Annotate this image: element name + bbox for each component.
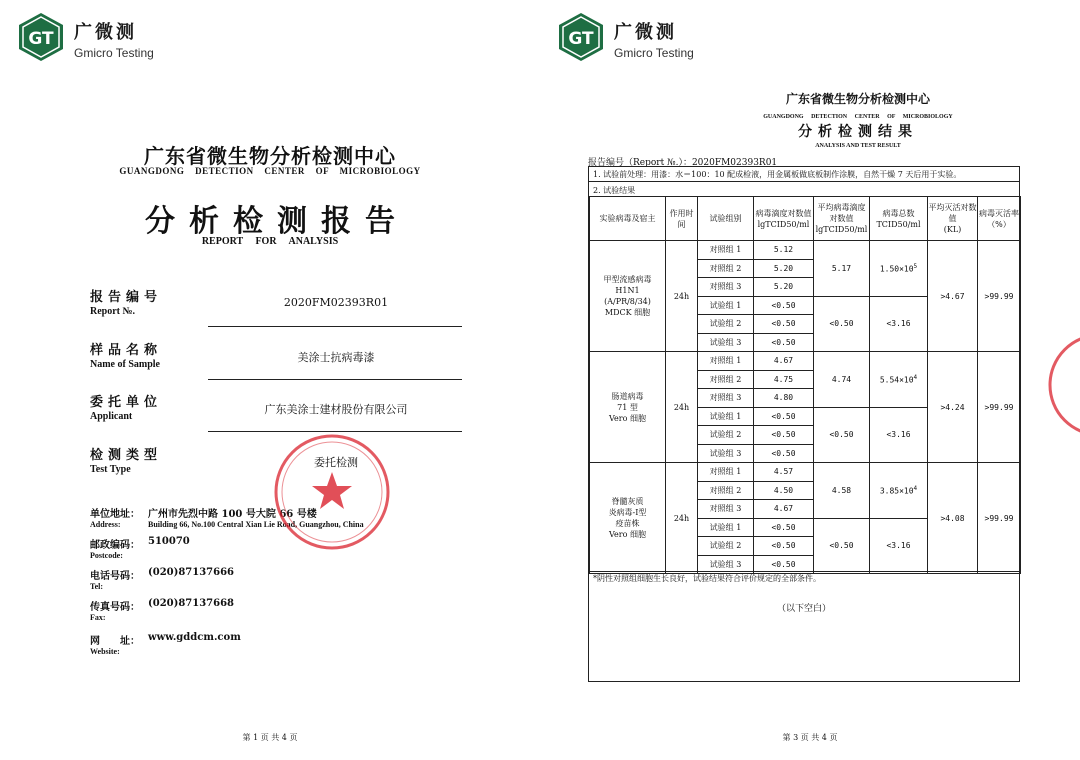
table-row [590,463,1021,482]
time-cell: 24h [666,241,698,352]
group-cell: 试验组 1 [698,518,754,537]
divider [589,571,1019,572]
header-rate-unit: （%） [987,219,1011,229]
titer-cell: <0.50 [754,333,814,352]
results-table [589,196,1021,574]
field-test-type [90,444,462,492]
virus-cell [590,463,666,574]
titer-cell: 5.20 [754,259,814,278]
virus-cell [590,241,666,352]
virus-line: 脊髓灰质 [611,497,644,506]
field-applicant [90,391,462,439]
postcode-label: 邮政编码： [90,540,140,551]
avg-test-cell: <0.50 [814,407,870,463]
virus-line: 甲型流感病毒 [603,275,652,284]
total-control-exponent: 4 [913,374,918,382]
page-number: 第 3 页 共 4 页 [782,733,838,742]
group-cell: 对照组 1 [698,241,754,260]
total-control-cell [870,463,928,519]
header-total [870,197,928,241]
gt-hexagon-logo-icon [556,12,606,62]
table-row [590,241,1021,260]
report-number: 报告编号（Report №.）：2020FM02393R01 [588,158,778,168]
total-control-base: 3.85×10 [879,487,914,497]
header-total-unit: TCID50/ml [876,219,921,229]
header-virus: 实验病毒及宿主 [590,197,666,241]
virus-line: 炎病毒-Ⅰ型 [608,508,647,517]
avg-test-cell: <0.50 [814,518,870,574]
field-value: 2020FM02393R01 [283,296,389,309]
brand-name-cn: 广微测 [74,22,137,43]
kl-cell: >4.67 [928,241,978,352]
total-control-base: 5.54×10 [879,376,914,386]
divider [589,181,1019,182]
brand-name-en: Gmicro Testing [74,46,154,60]
group-cell: 试验组 3 [698,555,754,574]
field-value: 美涂士抗病毒漆 [297,351,375,364]
time-cell: 24h [666,352,698,463]
group-cell: 试验组 2 [698,537,754,556]
virus-line: MDCK 细胞 [604,308,651,317]
group-cell: 试验组 1 [698,407,754,426]
field-label-en: Report №. [90,306,136,317]
total-control-exponent: 5 [913,263,918,271]
titer-cell: 4.80 [754,389,814,408]
underline [208,326,462,327]
virus-line: 肠道病毒 [611,391,644,401]
brand-name-en: Gmicro Testing [614,46,694,60]
underline [208,379,462,380]
group-cell: 对照组 1 [698,463,754,482]
field-label-cn: 委托单位 [90,395,163,410]
header-titer [754,197,814,241]
time-cell: 24h [666,463,698,574]
titer-cell: 4.67 [754,500,814,519]
report-title-cn: 分析检测报告 [145,204,409,239]
company-logo [556,12,696,70]
titer-cell: <0.50 [754,407,814,426]
field-sample-name [90,339,462,387]
header-titer-label: 病毒滴度对数值 [755,208,812,218]
group-cell: 试验组 3 [698,444,754,463]
virus-line: Vero 细胞 [609,530,646,539]
website-label: 网 址： [90,636,140,647]
total-control-base: 1.50×10 [879,265,914,275]
header-group: 试验组别 [698,197,754,241]
tel-label-en: Tel: [90,582,104,591]
avg-control-cell: 4.58 [814,463,870,519]
total-test-cell: <3.16 [870,296,928,352]
header-avg [814,197,870,241]
footnote: *阴性对照组细胞生长良好，试验结果符合评价规定的全部条件。 [593,574,821,583]
results-page [540,0,1080,760]
fax-label: 传真号码： [90,602,140,613]
field-label-cn: 报告编号 [90,290,163,305]
header-time: 作用时间 [666,197,698,241]
titer-cell: 5.20 [754,278,814,297]
result-title-en: ANALYSIS AND TEST RESULT [815,143,901,149]
group-cell: 试验组 1 [698,296,754,315]
tel-value: (020)87137666 [148,567,235,578]
virus-line: (A/PR/8/34) [604,297,651,306]
total-control-cell [870,352,928,408]
pretreatment-text: 1. 试验前处理：用漆：水＝100：10 配成检液，用金属板做底板制作涂膜，自然干燥 7 天后用于实验。 [593,170,962,179]
virus-cell [590,352,666,463]
header-avg-label: 平均病毒滴度对数值 [817,203,866,223]
field-value: 委托检测 [314,456,358,469]
titer-cell: <0.50 [754,315,814,334]
center-title-cn: 广东省微生物分析检测中心 [144,144,396,168]
blank-below-marker: （以下空白） [776,604,831,614]
company-logo [16,12,156,70]
kl-cell: >4.24 [928,352,978,463]
field-report-number [90,286,462,334]
group-cell: 对照组 1 [698,352,754,371]
virus-line: 71 型 [617,402,638,412]
total-test-cell: <3.16 [870,518,928,574]
group-cell: 试验组 2 [698,426,754,445]
kl-cell: >4.08 [928,463,978,574]
total-control-cell [870,241,928,297]
svg-text:GT: GT [568,29,594,49]
titer-cell: <0.50 [754,537,814,556]
group-cell: 对照组 2 [698,481,754,500]
page-number: 第 1 页 共 4 页 [242,733,298,742]
brand-name-cn: 广微测 [614,22,677,43]
field-label-cn: 样品名称 [90,343,163,358]
titer-cell: 4.57 [754,463,814,482]
center-title-en: GUANGDONG DETECTION CENTER OF MICROBIOLOGY [763,114,953,120]
tel-label: 电话号码： [90,571,140,582]
field-label-en: Applicant [90,411,133,422]
virus-line: 疫苗株 [615,519,640,528]
field-value: 广东美涂士建材股份有限公司 [264,403,408,416]
avg-control-cell: 5.17 [814,241,870,297]
field-label-cn: 检测类型 [90,448,163,463]
titer-cell: 4.50 [754,481,814,500]
total-test-cell: <3.16 [870,407,928,463]
website-value: www.gddcm.com [148,632,241,643]
report-title-en: REPORT FOR ANALYSIS [201,236,339,247]
group-cell: 试验组 2 [698,315,754,334]
underline [208,431,462,432]
total-control-exponent: 4 [913,485,918,493]
group-cell: 对照组 3 [698,500,754,519]
header-rate [978,197,1021,241]
table-row [590,352,1021,371]
titer-cell: <0.50 [754,444,814,463]
svg-text:GT: GT [28,29,54,49]
titer-cell: 4.75 [754,370,814,389]
results-frame [588,166,1020,682]
rate-cell: >99.99 [978,241,1021,352]
field-label-en: Test Type [90,464,131,475]
avg-test-cell: <0.50 [814,296,870,352]
center-title-cn: 广东省微生物分析检测中心 [785,92,930,106]
postcode-value: 510070 [148,536,190,547]
group-cell: 对照组 3 [698,389,754,408]
table-header-row [590,197,1021,241]
address-value-en: Building 66, No.100 Central Xian Lie Road, Guangzhou, China [148,520,364,529]
website-label-en: Website: [90,647,120,656]
fax-label-en: Fax: [90,613,106,622]
titer-cell: 5.12 [754,241,814,260]
group-cell: 对照组 2 [698,370,754,389]
rate-cell: >99.99 [978,352,1021,463]
address-value: 广州市先烈中路 100 号大院 66 号楼 [148,509,317,520]
postcode-label-en: Postcode: [90,551,123,560]
virus-line: Vero 细胞 [609,413,646,423]
titer-cell: <0.50 [754,426,814,445]
titer-cell: <0.50 [754,296,814,315]
address-label: 单位地址： [90,509,140,520]
fax-value: (020)87137668 [148,598,235,609]
group-cell: 对照组 3 [698,278,754,297]
result-title-cn: 分析检测结果 [798,124,918,140]
header-kl-label: 平均灭活对数值 [928,203,977,223]
gt-hexagon-logo-icon [16,12,66,62]
header-avg-unit: lgTCID50/ml [815,225,868,234]
rate-cell: >99.99 [978,463,1021,574]
header-total-label: 病毒总数 [882,208,915,218]
results-label: 2. 试验结果 [593,186,636,195]
avg-control-cell: 4.74 [814,352,870,408]
group-cell: 试验组 3 [698,333,754,352]
virus-line: H1N1 [615,286,640,295]
titer-cell: <0.50 [754,518,814,537]
header-kl [928,197,978,241]
titer-cell: <0.50 [754,555,814,574]
titer-cell: 4.67 [754,352,814,371]
red-seal-stamp-icon [1040,330,1080,440]
center-title-en: GUANGDONG DETECTION CENTER OF MICROBIOLOGY [119,166,421,176]
header-kl-unit: (KL) [943,225,962,234]
group-cell: 对照组 2 [698,259,754,278]
header-rate-label: 病毒灭活率 [979,208,1019,218]
address-label-en: Address: [90,520,121,529]
header-titer-unit: lgTCID50/ml [757,219,810,229]
field-label-en: Name of Sample [90,359,160,370]
